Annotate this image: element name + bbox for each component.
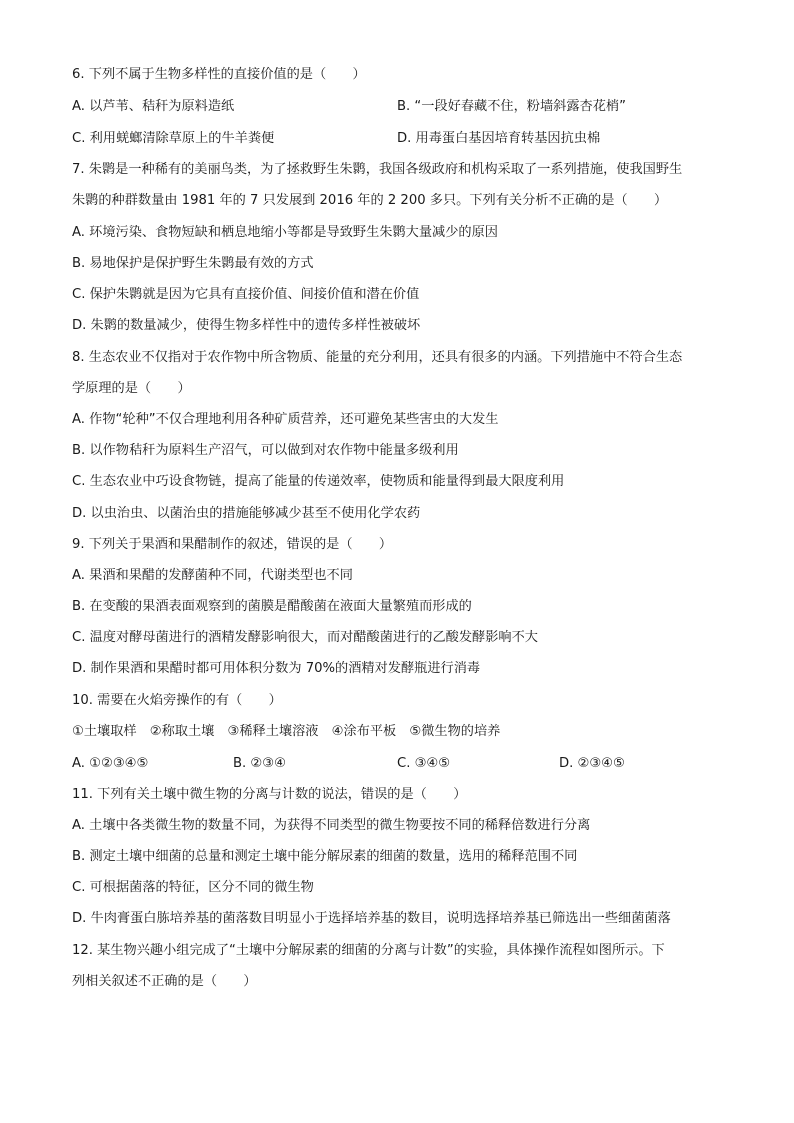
q6-option-a: A. 以芦苇、秸秆为原料造纸 <box>72 99 235 114</box>
q10-stem: 10. 需要在火焰旁操作的有（ ） <box>72 693 282 708</box>
q10-option-c: C. ③④⑤ <box>397 756 451 771</box>
q8-option-c: C. 生态农业中巧设食物链，提高了能量的传递效率，使物质和能量得到最大限度利用 <box>72 474 565 489</box>
q8-stem-line1: 8. 生态农业不仅指对于农作物中所含物质、能量的充分利用，还具有很多的内涵。下列措施中不符合生态 <box>72 350 683 365</box>
q9-option-d: D. 制作果酒和果醋时都可用体积分数为 70%的酒精对发酵瓶进行消毒 <box>72 661 481 676</box>
q11-stem: 11. 下列有关土壤中微生物的分离与计数的说法，错误的是（ ） <box>72 787 467 802</box>
q7-option-c: C. 保护朱鹮就是因为它具有直接价值、间接价值和潜在价值 <box>72 287 420 302</box>
q9-stem: 9. 下列关于果酒和果醋制作的叙述，错误的是（ ） <box>72 537 393 552</box>
q7-stem-line1: 7. 朱鹮是一种稀有的美丽鸟类，为了拯救野生朱鹮，我国各级政府和机构采取了一系列措施，使我国野生 <box>72 162 683 177</box>
q9-option-a: A. 果酒和果醋的发酵菌种不同，代谢类型也不同 <box>72 568 353 583</box>
q7-option-a: A. 环境污染、食物短缺和栖息地缩小等都是导致野生朱鹮大量减少的原因 <box>72 225 498 240</box>
q8-stem-line2: 学原理的是（ ） <box>72 381 191 396</box>
q7-stem-line2: 朱鹮的种群数量由 1981 年的 7 只发展到 2016 年的 2 200 多只。下列有关分析不正确的是（ ） <box>72 193 668 208</box>
q11-option-d: D. 牛肉膏蛋白胨培养基的菌落数目明显小于选择培养基的数目，说明选择培养基已筛选出一些细菌菌落 <box>72 911 671 926</box>
q9-option-b: B. 在变酸的果酒表面观察到的菌膜是醋酸菌在液面大量繁殖而形成的 <box>72 599 472 614</box>
q8-option-b: B. 以作物秸秆为原料生产沼气，可以做到对农作物中能量多级利用 <box>72 443 459 458</box>
q8-option-d: D. 以虫治虫、以菌治虫的措施能够减少甚至不使用化学农药 <box>72 506 421 521</box>
q11-option-a: A. 土壤中各类微生物的数量不同，为获得不同类型的微生物要按不同的稀释倍数进行分离 <box>72 818 591 833</box>
q6-stem: 6. 下列不属于生物多样性的直接价值的是（ ） <box>72 67 366 82</box>
q11-option-b: B. 测定土壤中细菌的总量和测定土壤中能分解尿素的细菌的数量，选用的稀释范围不同 <box>72 849 578 864</box>
q7-option-d: D. 朱鹮的数量减少，使得生物多样性中的遗传多样性被破坏 <box>72 318 421 333</box>
q12-stem-line2: 列相关叙述不正确的是（ ） <box>72 974 257 989</box>
q7-option-b: B. 易地保护是保护野生朱鹮最有效的方式 <box>72 256 314 271</box>
q10-items: ①土壤取样 ②称取土壤 ③稀释土壤溶液 ④涂布平板 ⑤微生物的培养 <box>72 724 501 739</box>
q6-option-c: C. 利用蜣螂清除草原上的牛羊粪便 <box>72 131 275 146</box>
q9-option-c: C. 温度对酵母菌进行的酒精发酵影响很大，而对醋酸菌进行的乙酸发酵影响不大 <box>72 630 538 645</box>
q6-option-d: D. 用毒蛋白基因培育转基因抗虫棉 <box>397 131 601 146</box>
q10-option-b: B. ②③④ <box>233 756 286 771</box>
q11-option-c: C. 可根据菌落的特征，区分不同的微生物 <box>72 880 314 895</box>
q8-option-a: A. 作物“轮种”不仅合理地利用各种矿质营养，还可避免某些害虫的大发生 <box>72 412 499 427</box>
q10-option-d: D. ②③④⑤ <box>559 756 625 771</box>
q10-option-a: A. ①②③④⑤ <box>72 756 149 771</box>
q6-option-b: B. “一段好春藏不住，粉墙斜露杏花梢” <box>397 99 626 114</box>
q12-stem-line1: 12. 某生物兴趣小组完成了“土壤中分解尿素的细菌的分离与计数”的实验，具体操作流程如图所示。下 <box>72 943 665 958</box>
